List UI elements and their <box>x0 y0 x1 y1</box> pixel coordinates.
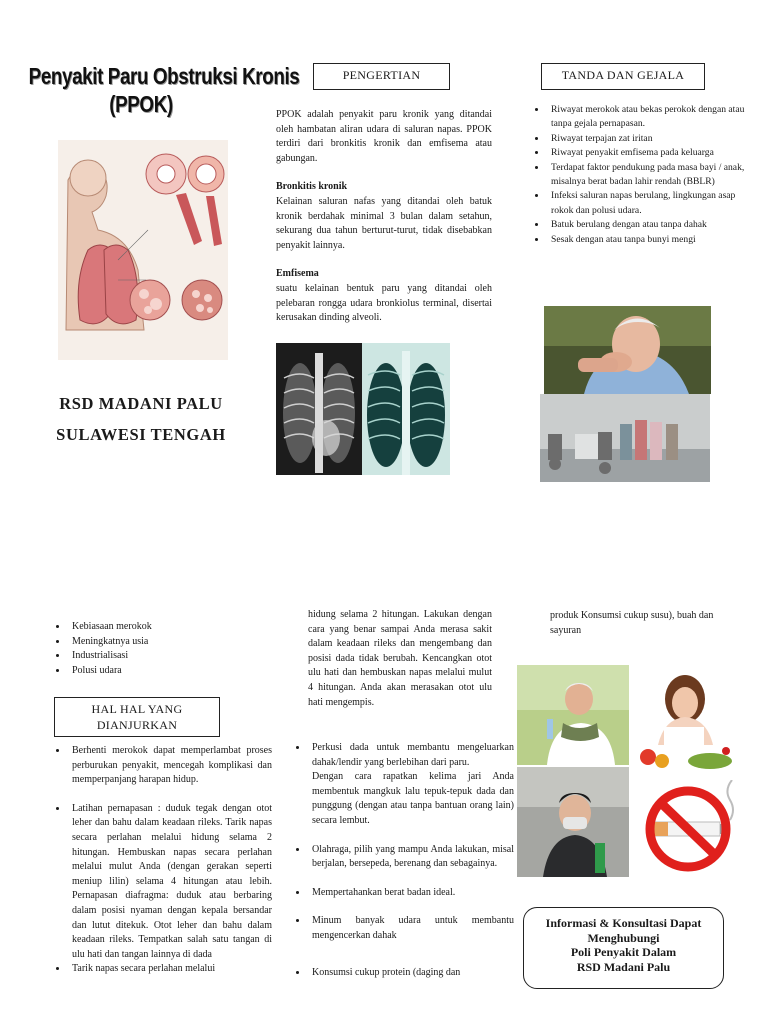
no-smoking-sign <box>634 780 740 876</box>
bronkitis-title: Bronkitis kronik <box>276 181 348 193</box>
faktor-risiko-list <box>46 620 268 678</box>
pengertian-heading <box>313 63 450 90</box>
anjuran-item-1: Berhenti merokok dapat memperlambat proses perburukan penyakit, mencegah komplikasi dan memperpanjang harapan hidup. <box>72 745 272 786</box>
tanda-heading <box>541 63 705 90</box>
list-item: • Industrialisasi <box>68 649 268 664</box>
coughing-man-photo <box>544 306 711 394</box>
list-item <box>308 914 514 943</box>
list-item: • Meningkatnya usia <box>68 635 268 650</box>
hospital-region: SULAWESI TENGAH <box>56 425 226 444</box>
perkusi-text: Perkusi dada untuk membantu mengeluarkan dahak/lendir yang berlebihan dari paru. <box>312 742 514 768</box>
list-item <box>308 741 514 829</box>
latihan-continuation-text: hidung selama 2 hitungan. Lakukan dengan cara yang benar sampai Anda merasa sakit dalam keadaan rileks dan mengembang dan posisi dada tidak berubah. Kencangkan otot ulu hati dan hembuskan napas melalui mulut 4 hitungan. Anda akan merasakan otot ulu hati mengempis. <box>308 609 492 708</box>
anjuran-heading-line2: DIANJURKAN <box>96 718 178 732</box>
anjuran-item-2: Latihan pernapasan : duduk tegak dengan otot leher dan bahu dalam keadaan rileks. Tarik napas secara perlahan melalui hidung selama 2 hitungan. Hembuskan napas secara perlahan melalui mulut Anda (dengan gerakan seperti meniup lilin) selama 4 hitungan atau lebih. Pernapasan diafragma: duduk atau berbaring dalam posisi nyaman dengan kepala bersandar dan lutut ditekuk. Otot leher dan bahu dalam keadaan rileks. Tempatkan salah satu tangan di ulu hati dan tangan lainnya di dada <box>72 802 272 960</box>
hospital-name-line1: RSD MADANI PALU <box>59 394 223 413</box>
list-item: • Riwayat merokok atau bekas perokok dengan atau tanpa gejala pernapasan. <box>547 103 755 132</box>
list-item <box>68 962 272 977</box>
bronkitis-text: Kelainan saluran nafas yang ditandai oleh batuk kronik berdahak minimal 3 bulan dalam setahun, sekurang dua tahun berturut-turut, tidak disebabkan penyakit lainnya. <box>276 195 492 251</box>
tanda-heading-label: TANDA DAN GEJALA <box>561 68 685 82</box>
emfisema-title: Emfisema <box>276 268 319 280</box>
tanda-list <box>525 103 755 247</box>
kontak-box <box>523 907 724 989</box>
berat-badan-text: Mempertahankan berat badan ideal. <box>312 886 456 898</box>
cover-title-line2: (PPOK) <box>109 91 173 117</box>
list-item <box>308 843 514 872</box>
cover-title-line1: Penyakit Paru Obstruksi Kronis <box>28 63 300 89</box>
list-item: • Polusi udara <box>68 664 268 679</box>
list-item: • Infeksi saluran napas berulang, lingkungan asap rokok dan polusi udara. <box>547 189 755 218</box>
hospital-name <box>30 388 252 450</box>
elderly-man-walking-photo <box>517 665 629 765</box>
pengertian-intro: PPOK adalah penyakit paru kronik yang ditandai oleh hambatan aliran udara di saluran napas. PPOK terdiri dari bronkitis kronik dan emfisema atau gabungan. <box>276 109 492 164</box>
list-item <box>68 802 272 963</box>
kontak-line4: RSD Madani Palu <box>576 959 671 974</box>
list-item <box>308 886 514 901</box>
list-item: • Riwayat penyakit emfisema pada keluarga <box>547 146 755 160</box>
list-item: • Kebiasaan merokok <box>68 620 268 635</box>
perkusi-text-2: Dengan cara rapatkan kelima jari Anda membentuk mangkuk lalu tepuk-tepuk dada dan punggung (dengan atau tanpa bantuan orang lain) secara lembut. <box>312 771 514 826</box>
latihan-continuation <box>308 608 492 710</box>
anjuran-list <box>46 744 272 977</box>
kontak-line2: Menghubungi <box>587 930 660 945</box>
air-pollution-photo <box>540 394 710 482</box>
olahraga-text: Olahraga, pilih yang mampu Anda lakukan, misal berjalan, bersepeda, berenang dan sebagainya. <box>312 843 514 870</box>
anjuran-heading-line1: HAL HAL YANG <box>91 702 183 716</box>
pengertian-heading-label: PENGERTIAN <box>342 68 421 82</box>
cover-title <box>28 62 300 118</box>
copd-lung-illustration <box>58 140 228 360</box>
list-item: • Terdapat faktor pendukung pada masa bayi / anak, misalnya berat badan lahir rendah (BBLR) <box>547 161 755 190</box>
kontak-line1: Informasi & Konsultasi Dapat <box>545 916 702 930</box>
list-item <box>308 966 514 981</box>
emfisema-text: suatu kelainan bentuk paru yang ditandai oleh pelebaran rongga udara bronkiolus terminal, disertai kerusakan dinding alveoli. <box>276 282 492 324</box>
xray-copd-image <box>362 343 450 475</box>
woman-healthy-food-photo <box>630 665 740 775</box>
anjuran-heading <box>54 697 220 737</box>
kontak-line3: Poli Penyakit Dalam <box>570 945 677 960</box>
nutrisi-continuation <box>550 609 740 638</box>
anjuran-list-continued <box>286 741 514 980</box>
list-item: • Sesak dengan atau tanpa bunyi mengi <box>547 233 755 247</box>
list-item: • Batuk berulang dengan atau tanpa dahak <box>547 218 755 232</box>
protein-text: Konsumsi cukup protein (daging dan <box>312 966 461 978</box>
pengertian-content <box>276 108 492 326</box>
masked-student-photo <box>517 767 629 877</box>
minum-text: Minum banyak udara untuk membantu mengencerkan dahak <box>312 915 514 941</box>
nutrisi-text: produk Konsumsi cukup susu), buah dan sayuran <box>550 610 714 636</box>
list-item: • Riwayat terpajan zat iritan <box>547 132 755 146</box>
anjuran-item-3: Tarik napas secara perlahan melalui <box>72 963 216 975</box>
list-item <box>68 744 272 788</box>
xray-normal-image <box>276 343 362 475</box>
